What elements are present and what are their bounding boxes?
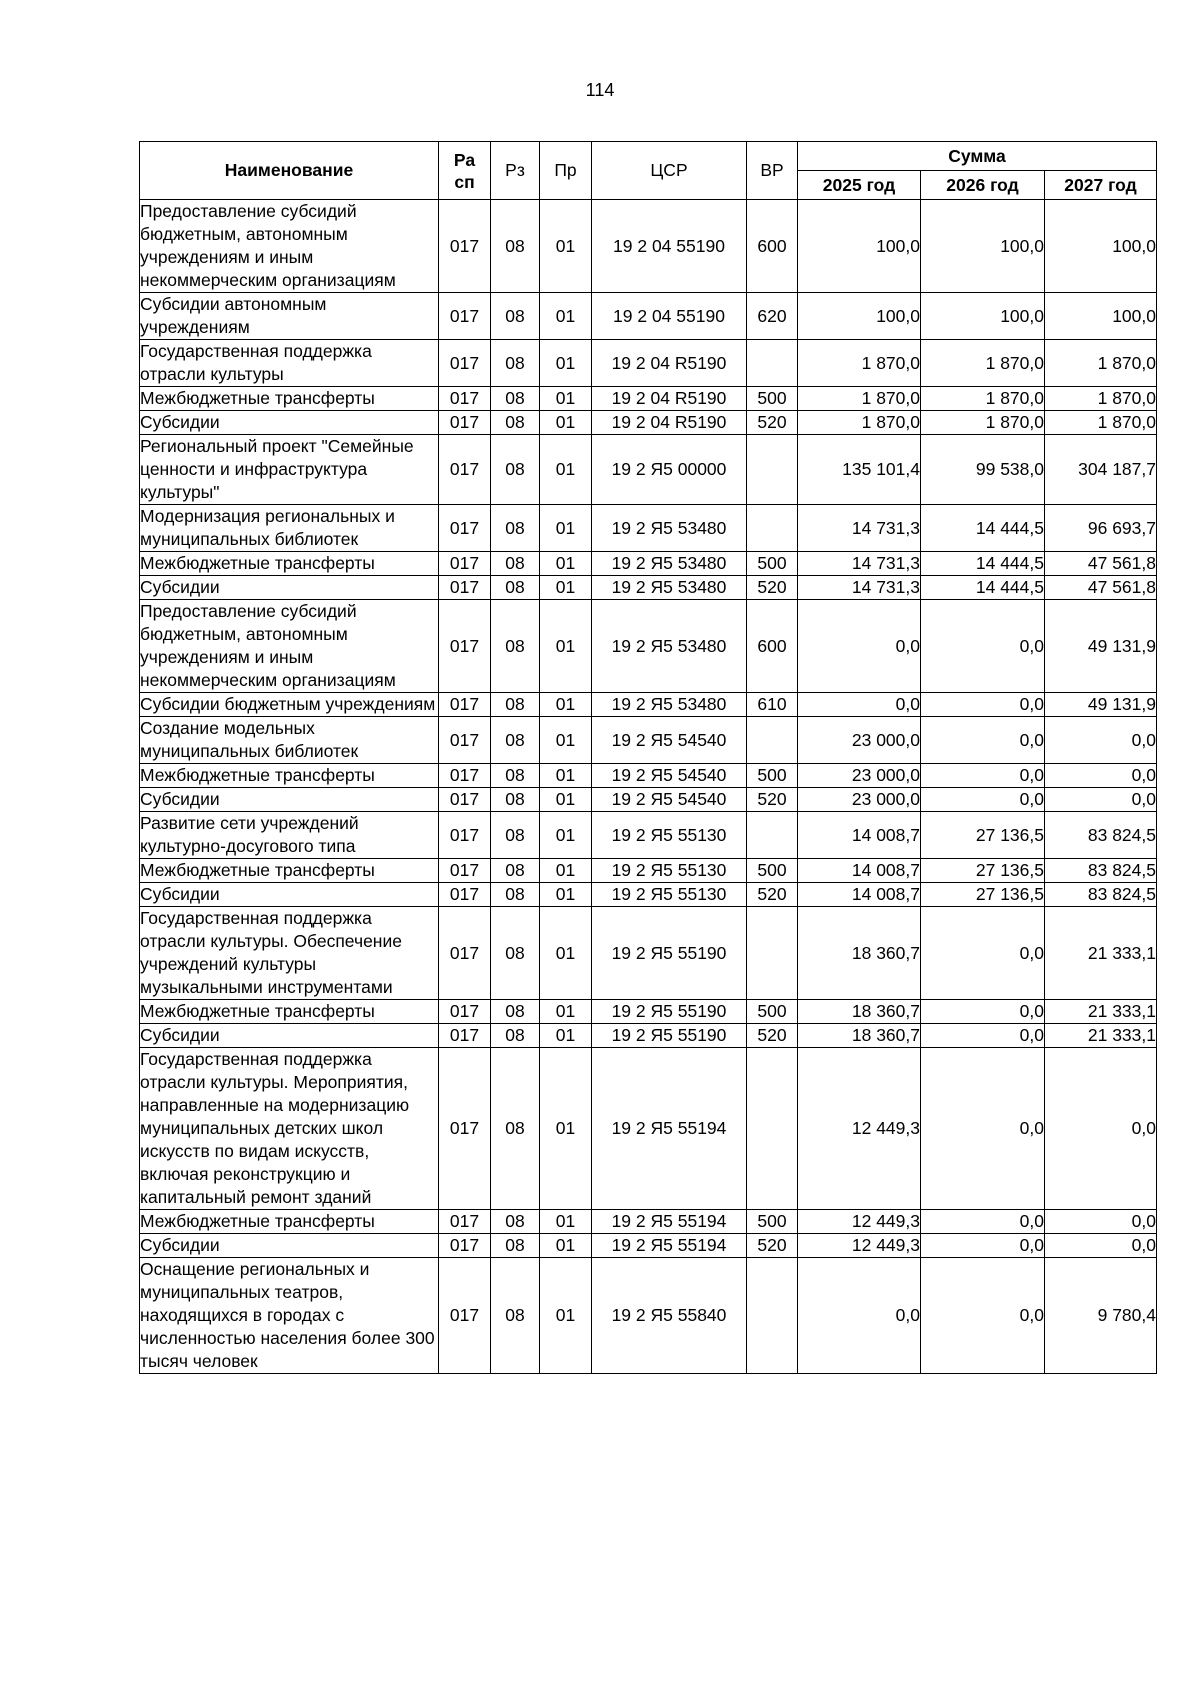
row-name: Модернизация региональных и муниципальных библиотек xyxy=(140,505,439,552)
row-sum-2026: 14 444,5 xyxy=(921,576,1045,600)
row-rz: 08 xyxy=(491,340,540,387)
header-name: Наименование xyxy=(140,142,439,200)
row-name: Предоставление субсидий бюджетным, автономным учреждениям и иным некоммерческим организациям xyxy=(140,200,439,293)
row-sum-2026: 14 444,5 xyxy=(921,552,1045,576)
row-vr: 520 xyxy=(747,1024,798,1048)
row-csr: 19 2 Я5 55194 xyxy=(592,1210,747,1234)
row-rz: 08 xyxy=(491,859,540,883)
row-sum-2027: 21 333,1 xyxy=(1045,1024,1157,1048)
row-vr: 520 xyxy=(747,411,798,435)
row-rasp: 017 xyxy=(439,1000,491,1024)
row-rz: 08 xyxy=(491,764,540,788)
row-sum-2026: 1 870,0 xyxy=(921,411,1045,435)
row-rasp: 017 xyxy=(439,200,491,293)
row-sum-2027: 1 870,0 xyxy=(1045,411,1157,435)
row-rz: 08 xyxy=(491,1048,540,1210)
row-sum-2026: 100,0 xyxy=(921,200,1045,293)
row-vr: 610 xyxy=(747,693,798,717)
table-row xyxy=(140,1000,1157,1024)
row-pr: 01 xyxy=(540,600,592,693)
row-vr: 500 xyxy=(747,552,798,576)
row-sum-2027: 83 824,5 xyxy=(1045,859,1157,883)
row-pr: 01 xyxy=(540,200,592,293)
row-rz: 08 xyxy=(491,435,540,505)
row-sum-2027: 96 693,7 xyxy=(1045,505,1157,552)
row-name: Межбюджетные трансферты xyxy=(140,552,439,576)
row-rasp: 017 xyxy=(439,1210,491,1234)
row-sum-2025: 1 870,0 xyxy=(798,387,921,411)
row-sum-2025: 23 000,0 xyxy=(798,788,921,812)
table-row xyxy=(140,387,1157,411)
row-sum-2027: 83 824,5 xyxy=(1045,812,1157,859)
row-sum-2027: 47 561,8 xyxy=(1045,576,1157,600)
row-sum-2025: 1 870,0 xyxy=(798,340,921,387)
row-pr: 01 xyxy=(540,411,592,435)
row-sum-2026: 0,0 xyxy=(921,1234,1045,1258)
row-rz: 08 xyxy=(491,717,540,764)
row-csr: 19 2 Я5 54540 xyxy=(592,764,747,788)
row-name: Развитие сети учреждений культурно-досугового типа xyxy=(140,812,439,859)
row-sum-2025: 14 008,7 xyxy=(798,812,921,859)
row-pr: 01 xyxy=(540,1024,592,1048)
row-sum-2027: 0,0 xyxy=(1045,717,1157,764)
row-rasp: 017 xyxy=(439,907,491,1000)
row-rasp: 017 xyxy=(439,1048,491,1210)
row-rasp: 017 xyxy=(439,693,491,717)
row-pr: 01 xyxy=(540,1258,592,1374)
row-pr: 01 xyxy=(540,387,592,411)
table-row xyxy=(140,552,1157,576)
row-name: Субсидии xyxy=(140,883,439,907)
row-sum-2025: 0,0 xyxy=(798,600,921,693)
row-sum-2027: 49 131,9 xyxy=(1045,693,1157,717)
row-vr xyxy=(747,907,798,1000)
row-pr: 01 xyxy=(540,788,592,812)
row-name: Субсидии автономным учреждениям xyxy=(140,293,439,340)
row-csr: 19 2 Я5 53480 xyxy=(592,576,747,600)
row-sum-2025: 14 731,3 xyxy=(798,505,921,552)
row-pr: 01 xyxy=(540,505,592,552)
row-sum-2027: 304 187,7 xyxy=(1045,435,1157,505)
table-row xyxy=(140,764,1157,788)
row-pr: 01 xyxy=(540,340,592,387)
row-sum-2027: 100,0 xyxy=(1045,293,1157,340)
row-sum-2025: 23 000,0 xyxy=(798,764,921,788)
row-rasp: 017 xyxy=(439,576,491,600)
row-rasp: 017 xyxy=(439,340,491,387)
row-pr: 01 xyxy=(540,1000,592,1024)
row-sum-2025: 100,0 xyxy=(798,293,921,340)
row-sum-2026: 0,0 xyxy=(921,1048,1045,1210)
row-pr: 01 xyxy=(540,812,592,859)
table-row xyxy=(140,1234,1157,1258)
row-sum-2027: 0,0 xyxy=(1045,764,1157,788)
row-rz: 08 xyxy=(491,200,540,293)
row-csr: 19 2 Я5 53480 xyxy=(592,693,747,717)
row-vr: 600 xyxy=(747,600,798,693)
page-number: 114 xyxy=(585,80,615,100)
row-rasp: 017 xyxy=(439,411,491,435)
header-vr: ВР xyxy=(747,142,798,200)
row-name: Предоставление субсидий бюджетным, автономным учреждениям и иным некоммерческим организациям xyxy=(140,600,439,693)
row-vr xyxy=(747,1048,798,1210)
row-name: Субсидии xyxy=(140,1024,439,1048)
row-sum-2025: 18 360,7 xyxy=(798,907,921,1000)
row-csr: 19 2 Я5 53480 xyxy=(592,552,747,576)
row-name: Субсидии xyxy=(140,576,439,600)
table-header xyxy=(140,142,1157,200)
row-csr: 19 2 04 R5190 xyxy=(592,411,747,435)
row-name: Оснащение региональных и муниципальных театров, находящихся в городах с численностью населения более 300 тысяч человек xyxy=(140,1258,439,1374)
table-body xyxy=(140,200,1157,1374)
row-sum-2027: 21 333,1 xyxy=(1045,907,1157,1000)
row-sum-2025: 14 008,7 xyxy=(798,859,921,883)
row-vr: 520 xyxy=(747,883,798,907)
row-sum-2027: 83 824,5 xyxy=(1045,883,1157,907)
row-name: Государственная поддержка отрасли культуры xyxy=(140,340,439,387)
row-sum-2025: 100,0 xyxy=(798,200,921,293)
row-vr xyxy=(747,505,798,552)
row-csr: 19 2 Я5 55194 xyxy=(592,1048,747,1210)
row-sum-2027: 49 131,9 xyxy=(1045,600,1157,693)
row-rasp: 017 xyxy=(439,764,491,788)
row-rasp: 017 xyxy=(439,600,491,693)
row-rasp: 017 xyxy=(439,788,491,812)
header-rasp: Ра сп xyxy=(439,142,491,200)
row-sum-2027: 21 333,1 xyxy=(1045,1000,1157,1024)
row-pr: 01 xyxy=(540,907,592,1000)
table-row xyxy=(140,883,1157,907)
row-sum-2026: 0,0 xyxy=(921,1024,1045,1048)
row-csr: 19 2 Я5 55190 xyxy=(592,1024,747,1048)
row-sum-2027: 0,0 xyxy=(1045,1048,1157,1210)
row-csr: 19 2 Я5 55130 xyxy=(592,812,747,859)
row-csr: 19 2 Я5 55130 xyxy=(592,883,747,907)
row-sum-2026: 0,0 xyxy=(921,907,1045,1000)
row-csr: 19 2 Я5 55194 xyxy=(592,1234,747,1258)
row-name: Межбюджетные трансферты xyxy=(140,859,439,883)
row-sum-2026: 0,0 xyxy=(921,788,1045,812)
row-sum-2027: 1 870,0 xyxy=(1045,340,1157,387)
row-name: Субсидии xyxy=(140,1234,439,1258)
budget-table xyxy=(139,141,1157,1374)
row-name: Межбюджетные трансферты xyxy=(140,1000,439,1024)
row-sum-2027: 47 561,8 xyxy=(1045,552,1157,576)
row-rz: 08 xyxy=(491,600,540,693)
table-row xyxy=(140,907,1157,1000)
row-csr: 19 2 Я5 53480 xyxy=(592,600,747,693)
header-csr: ЦСР xyxy=(592,142,747,200)
row-sum-2026: 100,0 xyxy=(921,293,1045,340)
row-sum-2026: 27 136,5 xyxy=(921,859,1045,883)
row-pr: 01 xyxy=(540,1048,592,1210)
row-pr: 01 xyxy=(540,764,592,788)
row-sum-2027: 9 780,4 xyxy=(1045,1258,1157,1374)
row-vr: 600 xyxy=(747,200,798,293)
row-rasp: 017 xyxy=(439,859,491,883)
row-rasp: 017 xyxy=(439,717,491,764)
row-vr xyxy=(747,340,798,387)
table-row xyxy=(140,293,1157,340)
row-rasp: 017 xyxy=(439,387,491,411)
row-pr: 01 xyxy=(540,883,592,907)
row-name: Субсидии бюджетным учреждениям xyxy=(140,693,439,717)
row-rz: 08 xyxy=(491,505,540,552)
row-vr: 520 xyxy=(747,1234,798,1258)
row-sum-2025: 18 360,7 xyxy=(798,1024,921,1048)
row-vr: 500 xyxy=(747,859,798,883)
row-csr: 19 2 04 55190 xyxy=(592,200,747,293)
row-rasp: 017 xyxy=(439,293,491,340)
row-rz: 08 xyxy=(491,1000,540,1024)
row-rz: 08 xyxy=(491,1234,540,1258)
row-pr: 01 xyxy=(540,717,592,764)
table-row xyxy=(140,340,1157,387)
table-row xyxy=(140,1210,1157,1234)
row-rz: 08 xyxy=(491,552,540,576)
row-rz: 08 xyxy=(491,693,540,717)
row-vr: 520 xyxy=(747,788,798,812)
row-vr: 500 xyxy=(747,1210,798,1234)
row-csr: 19 2 Я5 55130 xyxy=(592,859,747,883)
row-sum-2026: 0,0 xyxy=(921,1000,1045,1024)
row-sum-2026: 1 870,0 xyxy=(921,387,1045,411)
row-name: Межбюджетные трансферты xyxy=(140,764,439,788)
row-sum-2026: 27 136,5 xyxy=(921,812,1045,859)
row-rz: 08 xyxy=(491,411,540,435)
header-pr: Пр xyxy=(540,142,592,200)
row-rz: 08 xyxy=(491,1024,540,1048)
row-pr: 01 xyxy=(540,1210,592,1234)
row-sum-2025: 18 360,7 xyxy=(798,1000,921,1024)
table-row xyxy=(140,859,1157,883)
row-sum-2025: 12 449,3 xyxy=(798,1210,921,1234)
row-name: Субсидии xyxy=(140,411,439,435)
row-sum-2027: 1 870,0 xyxy=(1045,387,1157,411)
row-name: Межбюджетные трансферты xyxy=(140,387,439,411)
table-row xyxy=(140,717,1157,764)
row-csr: 19 2 04 55190 xyxy=(592,293,747,340)
row-pr: 01 xyxy=(540,859,592,883)
row-vr: 500 xyxy=(747,387,798,411)
row-sum-2025: 14 731,3 xyxy=(798,552,921,576)
row-csr: 19 2 Я5 55190 xyxy=(592,1000,747,1024)
row-csr: 19 2 Я5 54540 xyxy=(592,788,747,812)
row-sum-2025: 12 449,3 xyxy=(798,1048,921,1210)
row-rasp: 017 xyxy=(439,435,491,505)
row-sum-2025: 12 449,3 xyxy=(798,1234,921,1258)
row-rz: 08 xyxy=(491,1258,540,1374)
row-pr: 01 xyxy=(540,693,592,717)
row-vr: 500 xyxy=(747,1000,798,1024)
row-name: Межбюджетные трансферты xyxy=(140,1210,439,1234)
row-pr: 01 xyxy=(540,552,592,576)
row-rasp: 017 xyxy=(439,1258,491,1374)
header-year-2025: 2025 год xyxy=(798,171,921,200)
table-row xyxy=(140,200,1157,293)
row-sum-2025: 135 101,4 xyxy=(798,435,921,505)
row-sum-2027: 0,0 xyxy=(1045,1234,1157,1258)
row-sum-2026: 0,0 xyxy=(921,764,1045,788)
row-name: Создание модельных муниципальных библиотек xyxy=(140,717,439,764)
row-csr: 19 2 04 R5190 xyxy=(592,340,747,387)
row-rasp: 017 xyxy=(439,505,491,552)
row-sum-2027: 0,0 xyxy=(1045,1210,1157,1234)
row-pr: 01 xyxy=(540,576,592,600)
row-sum-2025: 0,0 xyxy=(798,1258,921,1374)
row-csr: 19 2 Я5 54540 xyxy=(592,717,747,764)
row-rz: 08 xyxy=(491,883,540,907)
table-row xyxy=(140,576,1157,600)
header-sum: Сумма xyxy=(798,142,1157,171)
table-row xyxy=(140,600,1157,693)
row-sum-2025: 14 731,3 xyxy=(798,576,921,600)
row-vr xyxy=(747,812,798,859)
header-year-2027: 2027 год xyxy=(1045,171,1157,200)
row-rasp: 017 xyxy=(439,1024,491,1048)
row-rasp: 017 xyxy=(439,883,491,907)
row-sum-2025: 14 008,7 xyxy=(798,883,921,907)
row-sum-2026: 0,0 xyxy=(921,1258,1045,1374)
row-vr: 520 xyxy=(747,576,798,600)
row-sum-2026: 14 444,5 xyxy=(921,505,1045,552)
row-sum-2026: 0,0 xyxy=(921,1210,1045,1234)
row-vr: 620 xyxy=(747,293,798,340)
row-rasp: 017 xyxy=(439,552,491,576)
row-vr: 500 xyxy=(747,764,798,788)
row-rz: 08 xyxy=(491,788,540,812)
table-row xyxy=(140,1024,1157,1048)
header-rz: Рз xyxy=(491,142,540,200)
row-pr: 01 xyxy=(540,435,592,505)
row-sum-2025: 1 870,0 xyxy=(798,411,921,435)
row-pr: 01 xyxy=(540,293,592,340)
row-sum-2026: 0,0 xyxy=(921,600,1045,693)
row-sum-2025: 0,0 xyxy=(798,693,921,717)
row-sum-2027: 0,0 xyxy=(1045,788,1157,812)
row-rasp: 017 xyxy=(439,1234,491,1258)
row-sum-2026: 0,0 xyxy=(921,717,1045,764)
row-name: Государственная поддержка отрасли культуры. Мероприятия, направленные на модернизацию муниципальных детских школ искусств по видам искусств, включая реконструкцию и капитальный ремонт зданий xyxy=(140,1048,439,1210)
table-row xyxy=(140,693,1157,717)
table-row xyxy=(140,411,1157,435)
row-vr xyxy=(747,435,798,505)
row-sum-2026: 27 136,5 xyxy=(921,883,1045,907)
row-sum-2025: 23 000,0 xyxy=(798,717,921,764)
table-row xyxy=(140,435,1157,505)
table-row xyxy=(140,505,1157,552)
row-rz: 08 xyxy=(491,387,540,411)
row-sum-2026: 99 538,0 xyxy=(921,435,1045,505)
row-vr xyxy=(747,717,798,764)
row-sum-2026: 0,0 xyxy=(921,693,1045,717)
row-name: Региональный проект "Семейные ценности и инфраструктура культуры" xyxy=(140,435,439,505)
table-row xyxy=(140,788,1157,812)
table-row xyxy=(140,812,1157,859)
row-rz: 08 xyxy=(491,812,540,859)
row-name: Государственная поддержка отрасли культуры. Обеспечение учреждений культуры музыкальными инструментами xyxy=(140,907,439,1000)
row-csr: 19 2 04 R5190 xyxy=(592,387,747,411)
row-rz: 08 xyxy=(491,576,540,600)
row-rz: 08 xyxy=(491,1210,540,1234)
row-csr: 19 2 Я5 53480 xyxy=(592,505,747,552)
row-rasp: 017 xyxy=(439,812,491,859)
row-csr: 19 2 Я5 55190 xyxy=(592,907,747,1000)
header-year-2026: 2026 год xyxy=(921,171,1045,200)
row-sum-2027: 100,0 xyxy=(1045,200,1157,293)
table-row xyxy=(140,1258,1157,1374)
row-name: Субсидии xyxy=(140,788,439,812)
row-pr: 01 xyxy=(540,1234,592,1258)
row-rz: 08 xyxy=(491,907,540,1000)
row-rz: 08 xyxy=(491,293,540,340)
table-row xyxy=(140,1048,1157,1210)
row-csr: 19 2 Я5 55840 xyxy=(592,1258,747,1374)
row-vr xyxy=(747,1258,798,1374)
row-csr: 19 2 Я5 00000 xyxy=(592,435,747,505)
row-sum-2026: 1 870,0 xyxy=(921,340,1045,387)
